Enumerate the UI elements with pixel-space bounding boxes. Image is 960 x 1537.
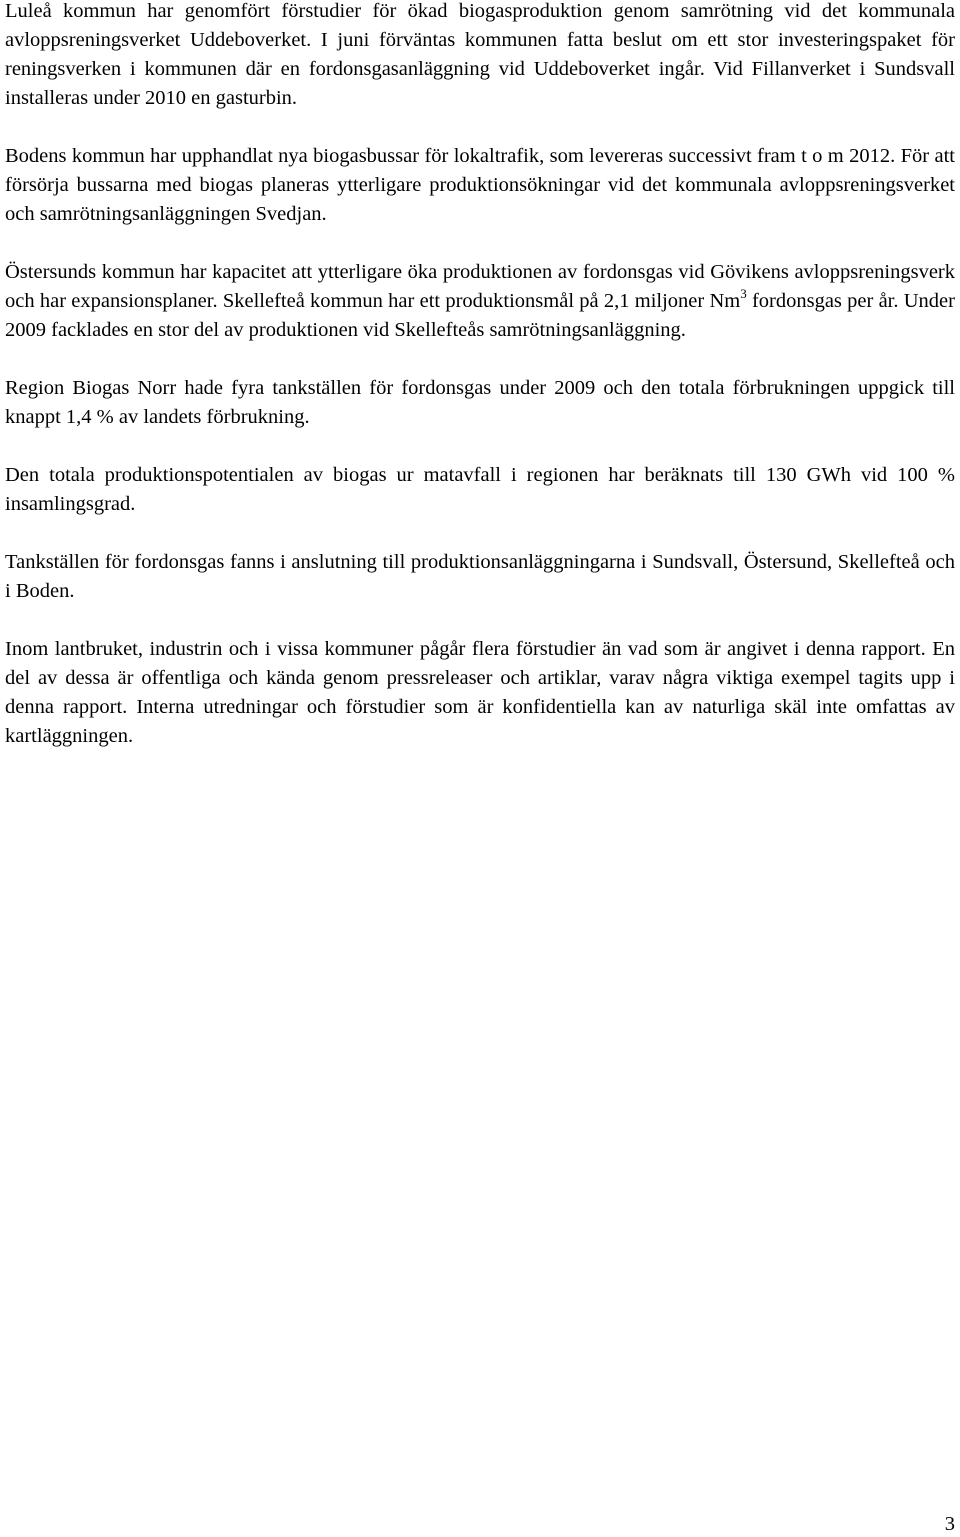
document-page: [5, 0, 955, 751]
paragraph-boden: Bodens kommun har upphandlat nya biogasbussar för lokaltrafik, som levereras successivt fram t o m 2012. För att försörja bussarna med biogas planeras ytterligare produktionsökningar vid det kommunala avloppsreningsverket och samrötningsanläggningen Svedjan.: [5, 145, 955, 225]
paragraph-feasibility-studies: Inom lantbruket, industrin och i vissa kommuner pågår flera förstudier än vad som är angivet i denna rapport. En del av dessa är offentliga och kända genom pressreleaser och artiklar, varav några viktiga exempel tagits upp i denna rapport. Interna utredningar och förstudier som är konfidentiella kan av naturliga skäl inte omfattas av kartläggningen.: [5, 638, 955, 747]
paragraph-ostersund-skelleftea: [5, 258, 955, 345]
page-number: 3: [944, 1513, 955, 1535]
paragraph-lulea: Luleå kommun har genomfört förstudier för ökad biogasproduktion genom samrötning vid det kommunala avloppsreningsverket Uddeboverket. I juni förväntas kommunen fatta beslut om ett stor investeringspaket för reningsverken i kommunen där en fordonsgasanläggning vid Uddeboverket ingår. Vid Fillanverket i Sundsvall installeras under 2010 en gasturbin.: [5, 0, 955, 109]
paragraph-production-potential: Den totala produktionspotentialen av biogas ur matavfall i regionen har beräknats till 130 GWh vid 100 % insamlingsgrad.: [5, 464, 955, 515]
paragraph-ostersund-text-before: Östersunds kommun har kapacitet att ytterligare öka produktionen av fordonsgas vid Gövikens avloppsreningsverk och har expansionsplaner. Skellefteå kommun har ett produktionsmål på 2,1 miljoner Nm: [5, 261, 955, 312]
paragraph-region-biogas-norr: Region Biogas Norr hade fyra tankställen för fordonsgas under 2009 och den totala förbrukningen uppgick till knappt 1,4 % av landets förbrukning.: [5, 377, 955, 428]
paragraph-ostersund-text-after: fordonsgas per år. Under 2009 facklades en stor del av produktionen vid Skellefteås samrötningsanläggning.: [5, 290, 955, 341]
paragraph-filling-stations: Tankställen för fordonsgas fanns i anslutning till produktionsanläggningarna i Sundsvall, Östersund, Skellefteå och i Boden.: [5, 551, 955, 602]
superscript-cubic: 3: [740, 286, 747, 301]
